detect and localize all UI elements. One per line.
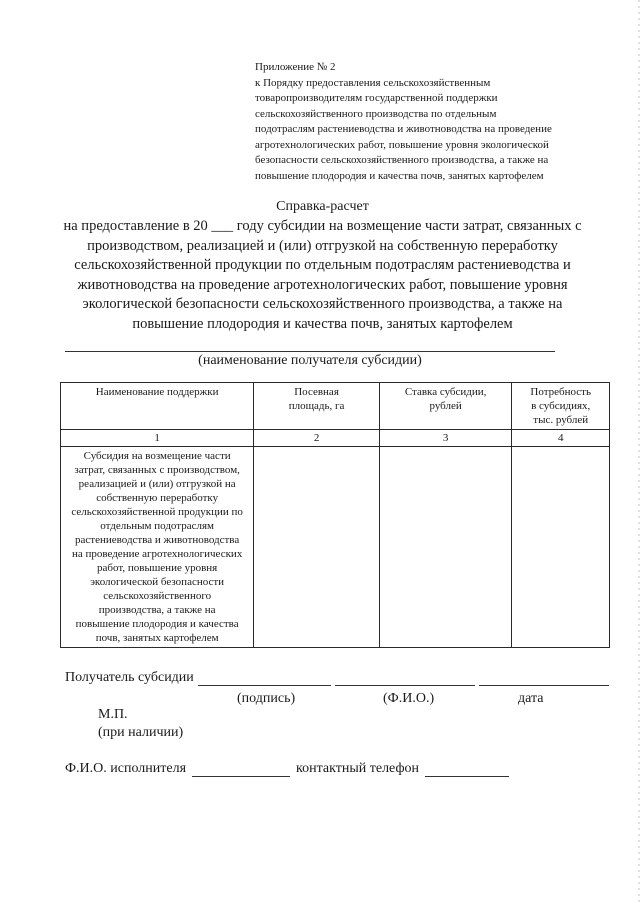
- col-header-area: Посевная площадь, га: [254, 383, 380, 430]
- row-label-line: работ, повышение уровня: [97, 562, 218, 574]
- stamp-place: [98, 706, 183, 742]
- row-label-line: реализацией и (или) отгрузкой на: [78, 478, 236, 490]
- appendix-reference: [255, 60, 625, 184]
- appendix-heading: Приложение № 2: [255, 61, 336, 73]
- subtitle-line: повышение плодородия и качества почв, занятых картофелем: [132, 315, 513, 332]
- date-field[interactable]: [479, 671, 609, 686]
- signature-block: [65, 670, 610, 706]
- subtitle-line: экологической безопасности сельскохозяйственного производства, а также на: [82, 296, 563, 312]
- row-label-line: на проведение агротехнологических: [71, 548, 243, 560]
- document-title: Справка-расчет: [276, 199, 369, 214]
- appendix-line: товаропроизводителям государственной поддержки: [255, 92, 498, 104]
- recipient-caption: (наименование получателя субсидии): [198, 353, 422, 368]
- appendix-line: безопасности сельскохозяйственного производства, а также на: [255, 154, 549, 166]
- col-number: 3: [379, 430, 512, 447]
- phone-field[interactable]: [425, 762, 509, 777]
- col-header-need: Потребность в субсидиях, тыс. рублей: [512, 383, 610, 430]
- subtitle-line: на предоставление в 20 ___ году субсидии на возмещение части затрат, связанных с: [63, 218, 582, 234]
- signature-line: [65, 670, 610, 686]
- appendix-line: подотраслям растениеводства и животноводства на проведение: [255, 123, 552, 135]
- row-label-line: растениеводства и животноводства: [75, 534, 240, 546]
- cell-need-empty[interactable]: [512, 447, 610, 648]
- row-label-support: [61, 447, 254, 648]
- document-title-block: [40, 198, 605, 334]
- row-label-line: Субсидия на возмещение части: [83, 450, 231, 462]
- executor-name-field[interactable]: [192, 762, 290, 777]
- row-label-line: затрат, связанных с производством,: [74, 464, 240, 476]
- row-label-line: сельскохозяйственной продукции по: [71, 506, 243, 518]
- row-label-line: почв, занятых картофелем: [95, 632, 219, 644]
- row-label-line: сельскохозяйственного: [103, 590, 212, 602]
- caption-podpis: (подпись): [237, 691, 296, 706]
- subtitle-line: производством, реализацией и (или) отгрузкой на собственную переработку: [87, 237, 558, 254]
- appendix-line: агротехнологических работ, повышение уровня экологической: [255, 138, 549, 151]
- support-table: [60, 382, 610, 648]
- col-header-support-name: Наименование поддержки: [61, 383, 254, 430]
- row-label-line: повышение плодородия и качества: [75, 618, 239, 630]
- table-row: [61, 447, 610, 648]
- table-number-row: [61, 430, 610, 447]
- document-subtitle: [40, 217, 605, 334]
- recipient-name-field[interactable]: [65, 351, 555, 352]
- table-header-row: [61, 383, 610, 430]
- col-header-rate: Ставка субсидии, рублей: [379, 383, 512, 430]
- executor-label: Ф.И.О. исполнителя: [65, 761, 187, 776]
- row-label-line: отдельным подотраслям: [100, 520, 214, 532]
- col-number: 2: [254, 430, 380, 447]
- col-number: 4: [512, 430, 610, 447]
- appendix-line: сельскохозяйственного производства по отдельным: [255, 107, 497, 120]
- row-label-line: экологической безопасности: [90, 576, 225, 588]
- subtitle-line: сельскохозяйственной продукции по отдельным подотраслям растениеводства и: [74, 257, 571, 273]
- caption-date: дата: [518, 691, 544, 706]
- stamp-note: (при наличии): [98, 725, 184, 740]
- cell-rate-empty[interactable]: [379, 447, 512, 648]
- fio-field[interactable]: [335, 671, 475, 686]
- row-label-line: собственную переработку: [96, 492, 219, 504]
- phone-label: контактный телефон: [296, 761, 420, 776]
- signature-label: Получатель субсидии: [65, 670, 194, 685]
- appendix-line: к Порядку предоставления сельскохозяйственным: [255, 76, 491, 89]
- subtitle-line: животноводства на проведение агротехнологических работ, повышение уровня: [77, 276, 568, 293]
- cell-area-empty[interactable]: [254, 447, 380, 648]
- appendix-line: повышение плодородия и качества почв, занятых картофелем: [255, 169, 544, 182]
- col-number: 1: [61, 430, 254, 447]
- executor-line: [65, 761, 509, 777]
- caption-fio: (Ф.И.О.): [383, 691, 435, 706]
- signature-field[interactable]: [198, 671, 331, 686]
- row-label-line: производства, а также на: [98, 604, 216, 616]
- stamp-label: М.П.: [98, 707, 128, 722]
